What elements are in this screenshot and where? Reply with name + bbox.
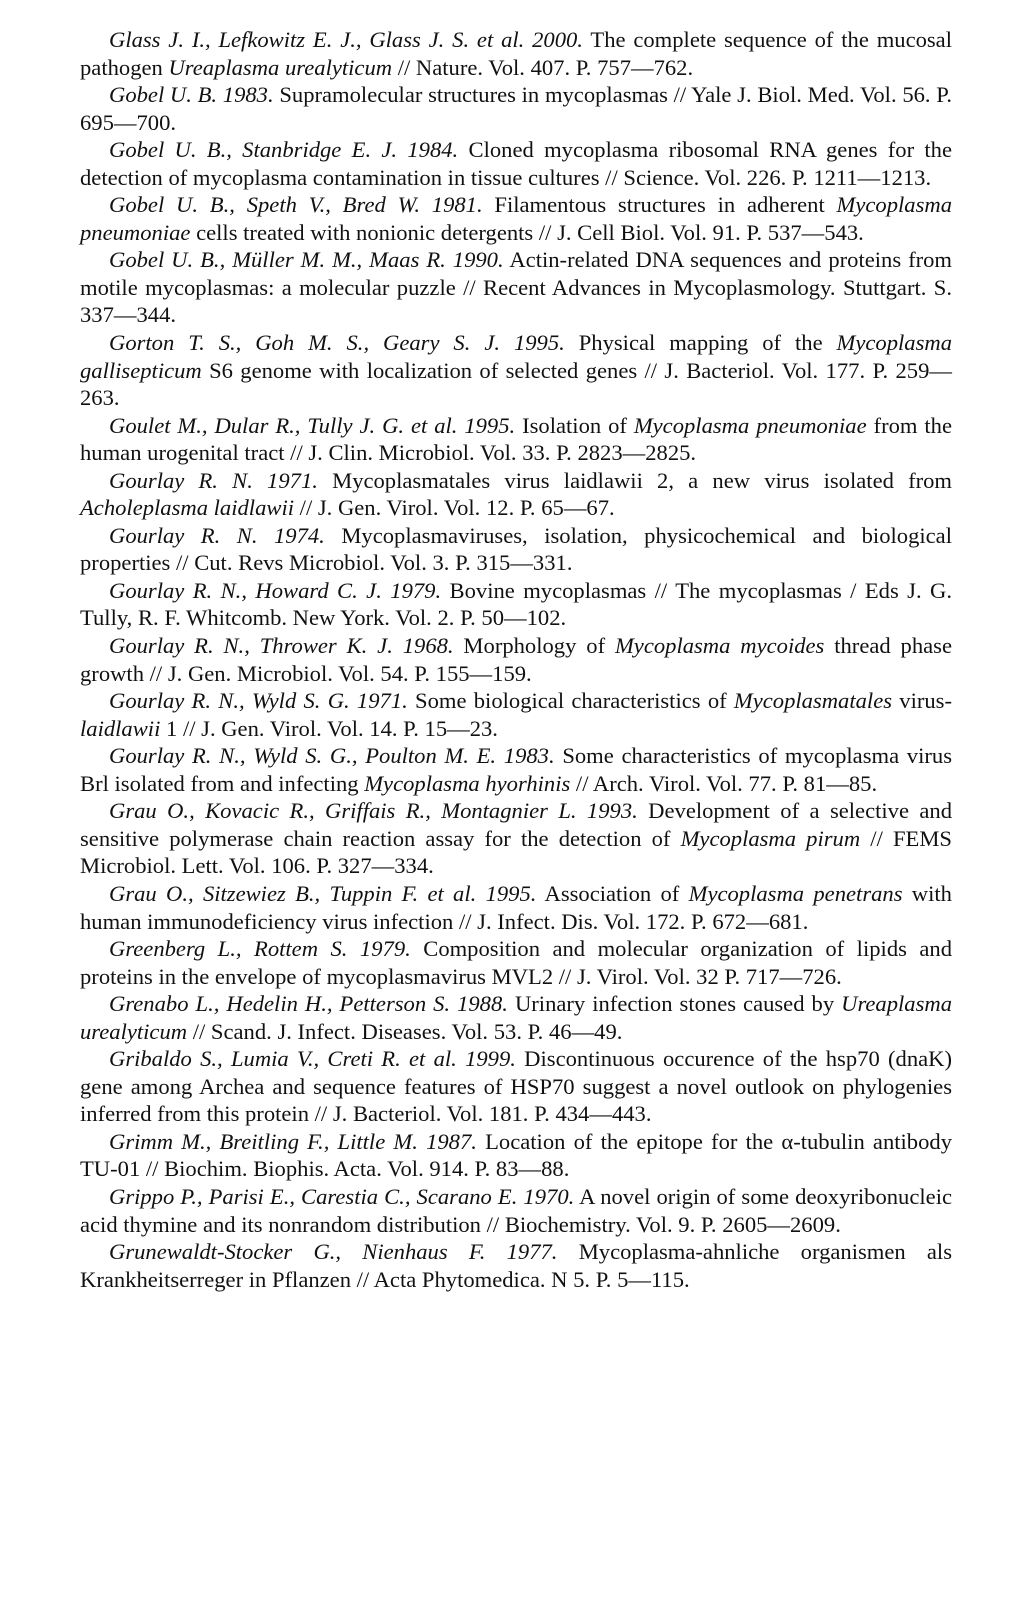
reference-entry [80, 1128, 952, 1183]
reference-entry [80, 935, 952, 990]
reference-entry [80, 191, 952, 246]
reference-italic-text: Mycoplasmatales [733, 688, 893, 714]
reference-italic-text: Greenberg L., Rottem S. 1979. [109, 936, 411, 962]
reference-entry [80, 467, 952, 522]
reference-italic-text: Mycoplasma penetrans [688, 880, 903, 906]
reference-text: Development of a selective and sensitive polymerase chain reaction assay for the detection of [80, 798, 953, 851]
reference-entry [80, 81, 952, 136]
reference-text: Location of the epitope for the α-tubulin antibody TU-01 // Biochim. Biophis. Acta. Vol. 914. P. 83—88. [80, 1128, 952, 1182]
reference-italic-text: Gourlay R. N., Wyld S. G. 1971. [109, 688, 408, 714]
reference-italic-text: Grunewaldt-Stocker G., Nienhaus F. 1977. [109, 1239, 558, 1265]
reference-entry [80, 577, 952, 632]
reference-entry [80, 26, 952, 81]
reference-italic-text: Grau O., Sitzewiez B., Tuppin F. et al. 1995. [109, 880, 537, 906]
reference-entry [80, 522, 952, 577]
reference-text: Supramolecular structures in mycoplasmas // Yale J. Biol. Med. Vol. 56. P. 695—700. [80, 82, 952, 135]
reference-text: cells treated with nonionic detergents // J. Cell Biol. Vol. 91. P. 537—543. [190, 219, 864, 245]
reference-entry [80, 1238, 952, 1293]
reference-italic-text: Gourlay R. N., Howard C. J. 1979. [109, 577, 442, 603]
reference-text: // Arch. Virol. Vol. 77. P. 81—85. [570, 770, 878, 796]
reference-entry [80, 1183, 952, 1238]
reference-text: 1 // J. Gen. Virol. Vol. 14. P. 15—23. [160, 715, 498, 741]
reference-italic-text: Grimm M., Breitling F., Little M. 1987. [109, 1128, 477, 1154]
reference-text: Isolation of [515, 412, 634, 438]
reference-text: Mycoplasma-ahnliche organismen als Krankheitserreger in Pflanzen // Acta Phytomedica. N 5. P. 5—115. [80, 1239, 953, 1292]
reference-text: Filamentous structures in adherent [482, 192, 837, 218]
reference-italic-text: Gourlay R. N. 1971. [109, 467, 318, 493]
reference-italic-text: Ureaplasma urealyticum [80, 991, 952, 1044]
reference-italic-text: Gobel U. B., Speth V., Bred W. 1981. [109, 192, 483, 218]
reference-italic-text: Glass J. I., Lefkowitz E. J., Glass J. S. et al. 2000. [109, 27, 583, 52]
reference-italic-text: Grau O., Kovacic R., Griffais R., Montagnier L. 1993. [109, 798, 638, 824]
reference-text: The complete sequence of the mucosal pathogen [80, 27, 952, 80]
reference-text: Cloned mycoplasma ribosomal RNA genes for the detection of mycoplasma contamination in tissue cultures // Science. Vol. 226. P. 1211—1213. [80, 137, 952, 190]
reference-italic-text: Grippo P., Parisi E., Carestia C., Scarano E. 1970. [109, 1183, 575, 1209]
reference-entry [80, 990, 952, 1045]
reference-text: with human immunodeficiency virus infection // J. Infect. Dis. Vol. 172. P. 672—681. [80, 880, 952, 934]
reference-entry [80, 329, 952, 412]
reference-entry [80, 1045, 952, 1128]
reference-italic-text: Goulet M., Dular R., Tully J. G. et al. 1995. [109, 412, 516, 438]
reference-text: Mycoplasmatales virus laidlawii 2, a new virus isolated from [317, 467, 953, 493]
reference-text: Discontinuous occurence of the hsp70 (dnaK) gene among Archea and sequence features of HSP70 suggest a novel outlook on phylogenies inferred from this protein // J. Bacteriol. Vol. 181. P. 434—443. [80, 1046, 952, 1127]
reference-italic-text: laidlawii [80, 715, 161, 741]
reference-text: thread phase growth // J. Gen. Microbiol. Vol. 54. P. 155—159. [80, 633, 952, 686]
reference-italic-text: Mycoplasma pirum [680, 825, 861, 851]
reference-entry [80, 246, 952, 329]
reference-text: Some biological characteristics of [407, 688, 734, 714]
reference-italic-text: Grenabo L., Hedelin H., Petterson S. 1988. [109, 991, 508, 1017]
reference-text: Urinary infection stones caused by [507, 991, 842, 1017]
reference-text: Morphology of [453, 633, 615, 659]
reference-text: Physical mapping of the [564, 330, 837, 356]
reference-italic-text: Acholeplasma laidlawii [80, 495, 295, 521]
reference-text: // Nature. Vol. 407. P. 757—762. [392, 54, 694, 80]
reference-entry [80, 742, 952, 797]
reference-text: S6 genome with localization of selected genes // J. Bacteriol. Vol. 177. P. 259—263. [80, 357, 952, 411]
reference-text: Association of [536, 880, 689, 906]
reference-entry [80, 797, 952, 880]
reference-text: Some characteristics of mycoplasma virus Brl isolated from and infecting [80, 743, 952, 796]
reference-text: Composition and molecular organization of lipids and proteins in the envelope of mycoplasmavirus MVL2 // J. Virol. Vol. 32 P. 717—726. [80, 936, 953, 989]
reference-entry [80, 632, 952, 687]
reference-text: // Scand. J. Infect. Diseases. Vol. 53. P. 46—49. [187, 1018, 623, 1044]
reference-text: from the human urogenital tract // J. Clin. Microbiol. Vol. 33. P. 2823—2825. [80, 412, 953, 466]
reference-entry [80, 136, 952, 191]
reference-italic-text: Gobel U. B. 1983. [109, 82, 274, 108]
reference-italic-text: Mycoplasma mycoides [614, 633, 825, 659]
reference-italic-text: Gorton T. S., Goh M. S., Geary S. J. 1995. [109, 330, 565, 356]
reference-text: Mycoplasmaviruses, isolation, physicochemical and biological properties // Cut. Revs Microbiol. Vol. 3. P. 315—331. [80, 522, 952, 576]
reference-italic-text: Mycoplasma pneumoniae [80, 192, 952, 245]
reference-italic-text: Ureaplasma urealyticum [168, 54, 393, 80]
reference-text: // FEMS Microbiol. Lett. Vol. 106. P. 327—334. [80, 825, 952, 879]
reference-italic-text: Gobel U. B., Müller M. M., Maas R. 1990. [109, 247, 504, 273]
reference-text: A novel origin of some deoxyribonucleic acid thymine and its nonrandom distribution // Biochemistry. Vol. 9. P. 2605—2609. [80, 1183, 952, 1237]
reference-text: Actin-related DNA sequences and proteins from motile mycoplasmas: a molecular puzzle // Recent Advances in Mycoplasmology. Stuttgart. S. 337—344. [80, 247, 952, 328]
reference-italic-text: Mycoplasma gallisepticum [80, 330, 952, 383]
reference-italic-text: Gourlay R. N., Thrower K. J. 1968. [109, 633, 454, 659]
reference-italic-text: Gourlay R. N. 1974. [109, 522, 325, 548]
reference-entry [80, 687, 952, 742]
reference-text: Bovine mycoplasmas // The mycoplasmas / Eds J. G. Tully, R. F. Whitcomb. New York. Vol. 2. P. 50—102. [80, 577, 953, 631]
reference-text: // J. Gen. Virol. Vol. 12. P. 65—67. [294, 495, 615, 521]
reference-italic-text: Gobel U. B., Stanbridge E. J. 1984. [109, 137, 459, 163]
reference-italic-text: Mycoplasma pneumoniae [633, 412, 867, 438]
reference-italic-text: Gourlay R. N., Wyld S. G., Poulton M. E. 1983. [109, 743, 555, 769]
reference-italic-text: Gribaldo S., Lumia V., Creti R. et al. 1999. [109, 1046, 516, 1072]
reference-text: virus- [892, 688, 952, 714]
reference-entry [80, 880, 952, 935]
reference-entry [80, 412, 952, 467]
reference-list [80, 26, 952, 1293]
reference-italic-text: Mycoplasma hyorhinis [364, 770, 571, 796]
